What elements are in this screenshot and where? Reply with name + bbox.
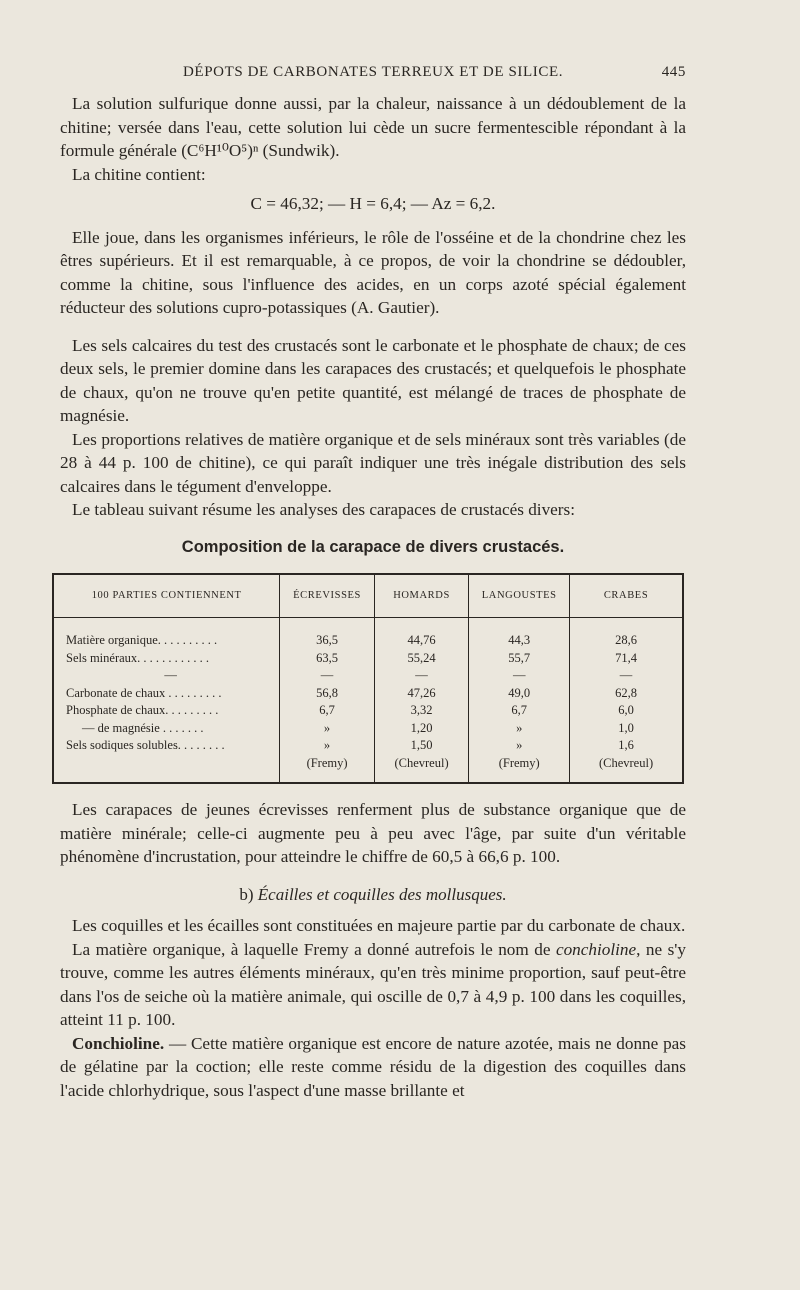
table-cell: »: [280, 720, 375, 738]
table-row: [53, 702, 683, 720]
paragraph-sels-calcaires: Les sels calcaires du test des crustacés sont le carbonate et le phosphate de chaux; de ces deux sels, le premier domine dans les carapaces des crustacés; et quelquefois le phosphate de chaux, qu'on ne trouve qu'en petite quantité, est mélangé de traces de phosphate de magnésie.: [60, 335, 686, 425]
table-cell: —: [280, 667, 375, 685]
table-cell: 1,0: [570, 720, 683, 738]
conchioline-term: conchioline: [555, 939, 637, 959]
paragraph-conchioline: [60, 1032, 686, 1103]
running-title: DÉPOTS DE CARBONATES TERREUX ET DE SILICE.: [183, 64, 564, 80]
table-cell: 44,3: [469, 618, 570, 650]
table-row-sources: [53, 755, 683, 784]
paragraph-tableau-intro: Le tableau suivant résume les analyses des carapaces de crustacés divers:: [72, 500, 575, 519]
page-number: 445: [661, 64, 686, 80]
table-cell: 56,8: [280, 685, 375, 703]
text-run: — Cette matière organique est encore de nature azotée, mais ne donne pas de gélatine par la coction; elle reste comme résidu de la digestion des coquilles dans l'acide chlorhydrique, sous l'aspect d'une masse brillante et: [60, 1033, 686, 1100]
paragraph-chitine-sulfurique: La solution sulfurique donne aussi, par la chaleur, naissance à un dédoublement de la chitine; versée dans l'eau, cette solution lui cède un sucre fermentescible répondant à la formule générale (C⁶H¹⁰O⁵)ⁿ (Sundwik).: [60, 94, 686, 160]
table-cell: Sels sodiques solubles. . . . . . . .: [66, 738, 225, 752]
table-cell: —: [374, 667, 469, 685]
table-cell: 6,7: [469, 702, 570, 720]
table-cell: »: [469, 720, 570, 738]
conchioline-heading: Conchioline.: [72, 1033, 165, 1053]
text-run: La matière organique, à laquelle Fremy a donné autrefois le nom de: [72, 939, 556, 959]
section-label: b): [239, 884, 254, 904]
table-cell: 55,24: [374, 650, 469, 668]
table-cell: »: [469, 737, 570, 755]
table-cell: 1,50: [374, 737, 469, 755]
text-run: , ne s'y trouve, comme les autres éléments minéraux, qu'en très minime proportion, sauf peut-être dans l'os de seiche où la matière animale, qui oscille de 0,7 à 4,9 p. 100 dans les coquilles, atteint 11 p. 100.: [60, 939, 686, 1029]
table-cell: (Chevreul): [570, 755, 683, 784]
table-cell: 28,6: [570, 618, 683, 650]
table-header-row: [53, 574, 683, 618]
table-cell: 3,32: [374, 702, 469, 720]
column-header: LANGOUSTES: [469, 574, 570, 618]
table-row: [53, 685, 683, 703]
table-cell: — de magnésie . . . . . . .: [82, 720, 204, 735]
table-cell: 71,4: [570, 650, 683, 668]
table-cell: —: [570, 667, 683, 685]
section-title: Écailles et coquilles des mollusques.: [257, 884, 507, 904]
table-cell: 1,20: [374, 720, 469, 738]
table-row: [53, 720, 683, 738]
table-cell: (Fremy): [280, 755, 375, 784]
paragraph-matiere-organique: [60, 938, 686, 1032]
paragraph-osseine: Elle joue, dans les organismes inférieurs, le rôle de l'osséine et de la chondrine chez les êtres supérieurs. Et il est remarquable, à ce propos, de voir la chondrine se dédoubler, comme la chitine, sous l'influence des acides, en un corps azoté spécial également réducteur des solutions cupro-potassiques (A. Gautier).: [60, 227, 686, 317]
text-body: [60, 92, 686, 1102]
table-row-divider: [53, 667, 683, 685]
table-caption: Composition de la carapace de divers crustacés.: [181, 537, 565, 556]
table-cell: »: [280, 737, 375, 755]
column-header: HOMARDS: [374, 574, 469, 618]
table-cell: Matière organique. . . . . . . . . .: [66, 633, 218, 647]
table-cell: (Chevreul): [374, 755, 469, 784]
paragraph-jeunes-ecrevisses: Les carapaces de jeunes écrevisses renferment plus de substance organique que de matière minérale; celle-ci augmente peu à peu avec l'âge, par suite d'un véritable phénomène d'incrustation, pour atteindre le chiffre de 60,5 à 66,6 p. 100.: [60, 800, 686, 866]
table-cell: Phosphate de chaux. . . . . . . . .: [66, 703, 219, 717]
table-cell: 36,5: [280, 618, 375, 650]
table-row: [53, 737, 683, 755]
table-cell: 62,8: [570, 685, 683, 703]
paragraph-coquilles: Les coquilles et les écailles sont constituées en majeure partie par du carbonate de chaux.: [72, 916, 686, 935]
table-cell: 6,0: [570, 702, 683, 720]
table-cell: (Fremy): [469, 755, 570, 784]
table-cell: 63,5: [280, 650, 375, 668]
column-header: CRABES: [570, 574, 683, 618]
table-cell: —: [164, 668, 177, 682]
column-header: 100 PARTIES CONTIENNENT: [53, 574, 280, 618]
table-cell: 1,6: [570, 737, 683, 755]
table-cell: Carbonate de chaux . . . . . . . . .: [66, 685, 222, 700]
paragraph-chitine-contient: La chitine contient:: [72, 164, 206, 184]
composition-table: [52, 573, 684, 784]
table-cell: 6,7: [280, 702, 375, 720]
table-cell: 44,76: [374, 618, 469, 650]
table-cell: —: [469, 667, 570, 685]
table-cell: Sels minéraux. . . . . . . . . . . .: [66, 650, 210, 665]
table-cell: 47,26: [374, 685, 469, 703]
table-cell: 49,0: [469, 685, 570, 703]
table-cell: [53, 755, 280, 784]
column-header: ÉCREVISSES: [280, 574, 375, 618]
paragraph-proportions: Les proportions relatives de matière organique et de sels minéraux sont très variables (de 28 à 44 p. 100 de chitine), ce qui paraît indiquer une très inégale distribution des sels calcaires dans le tégument d'enveloppe.: [60, 429, 686, 496]
table-cell: 55,7: [469, 650, 570, 668]
running-header: [60, 64, 686, 90]
table-row: [53, 650, 683, 668]
table-row: [53, 618, 683, 650]
chitine-formula: C = 46,32; — H = 6,4; — Az = 6,2.: [250, 194, 496, 213]
section-heading: [60, 883, 686, 907]
